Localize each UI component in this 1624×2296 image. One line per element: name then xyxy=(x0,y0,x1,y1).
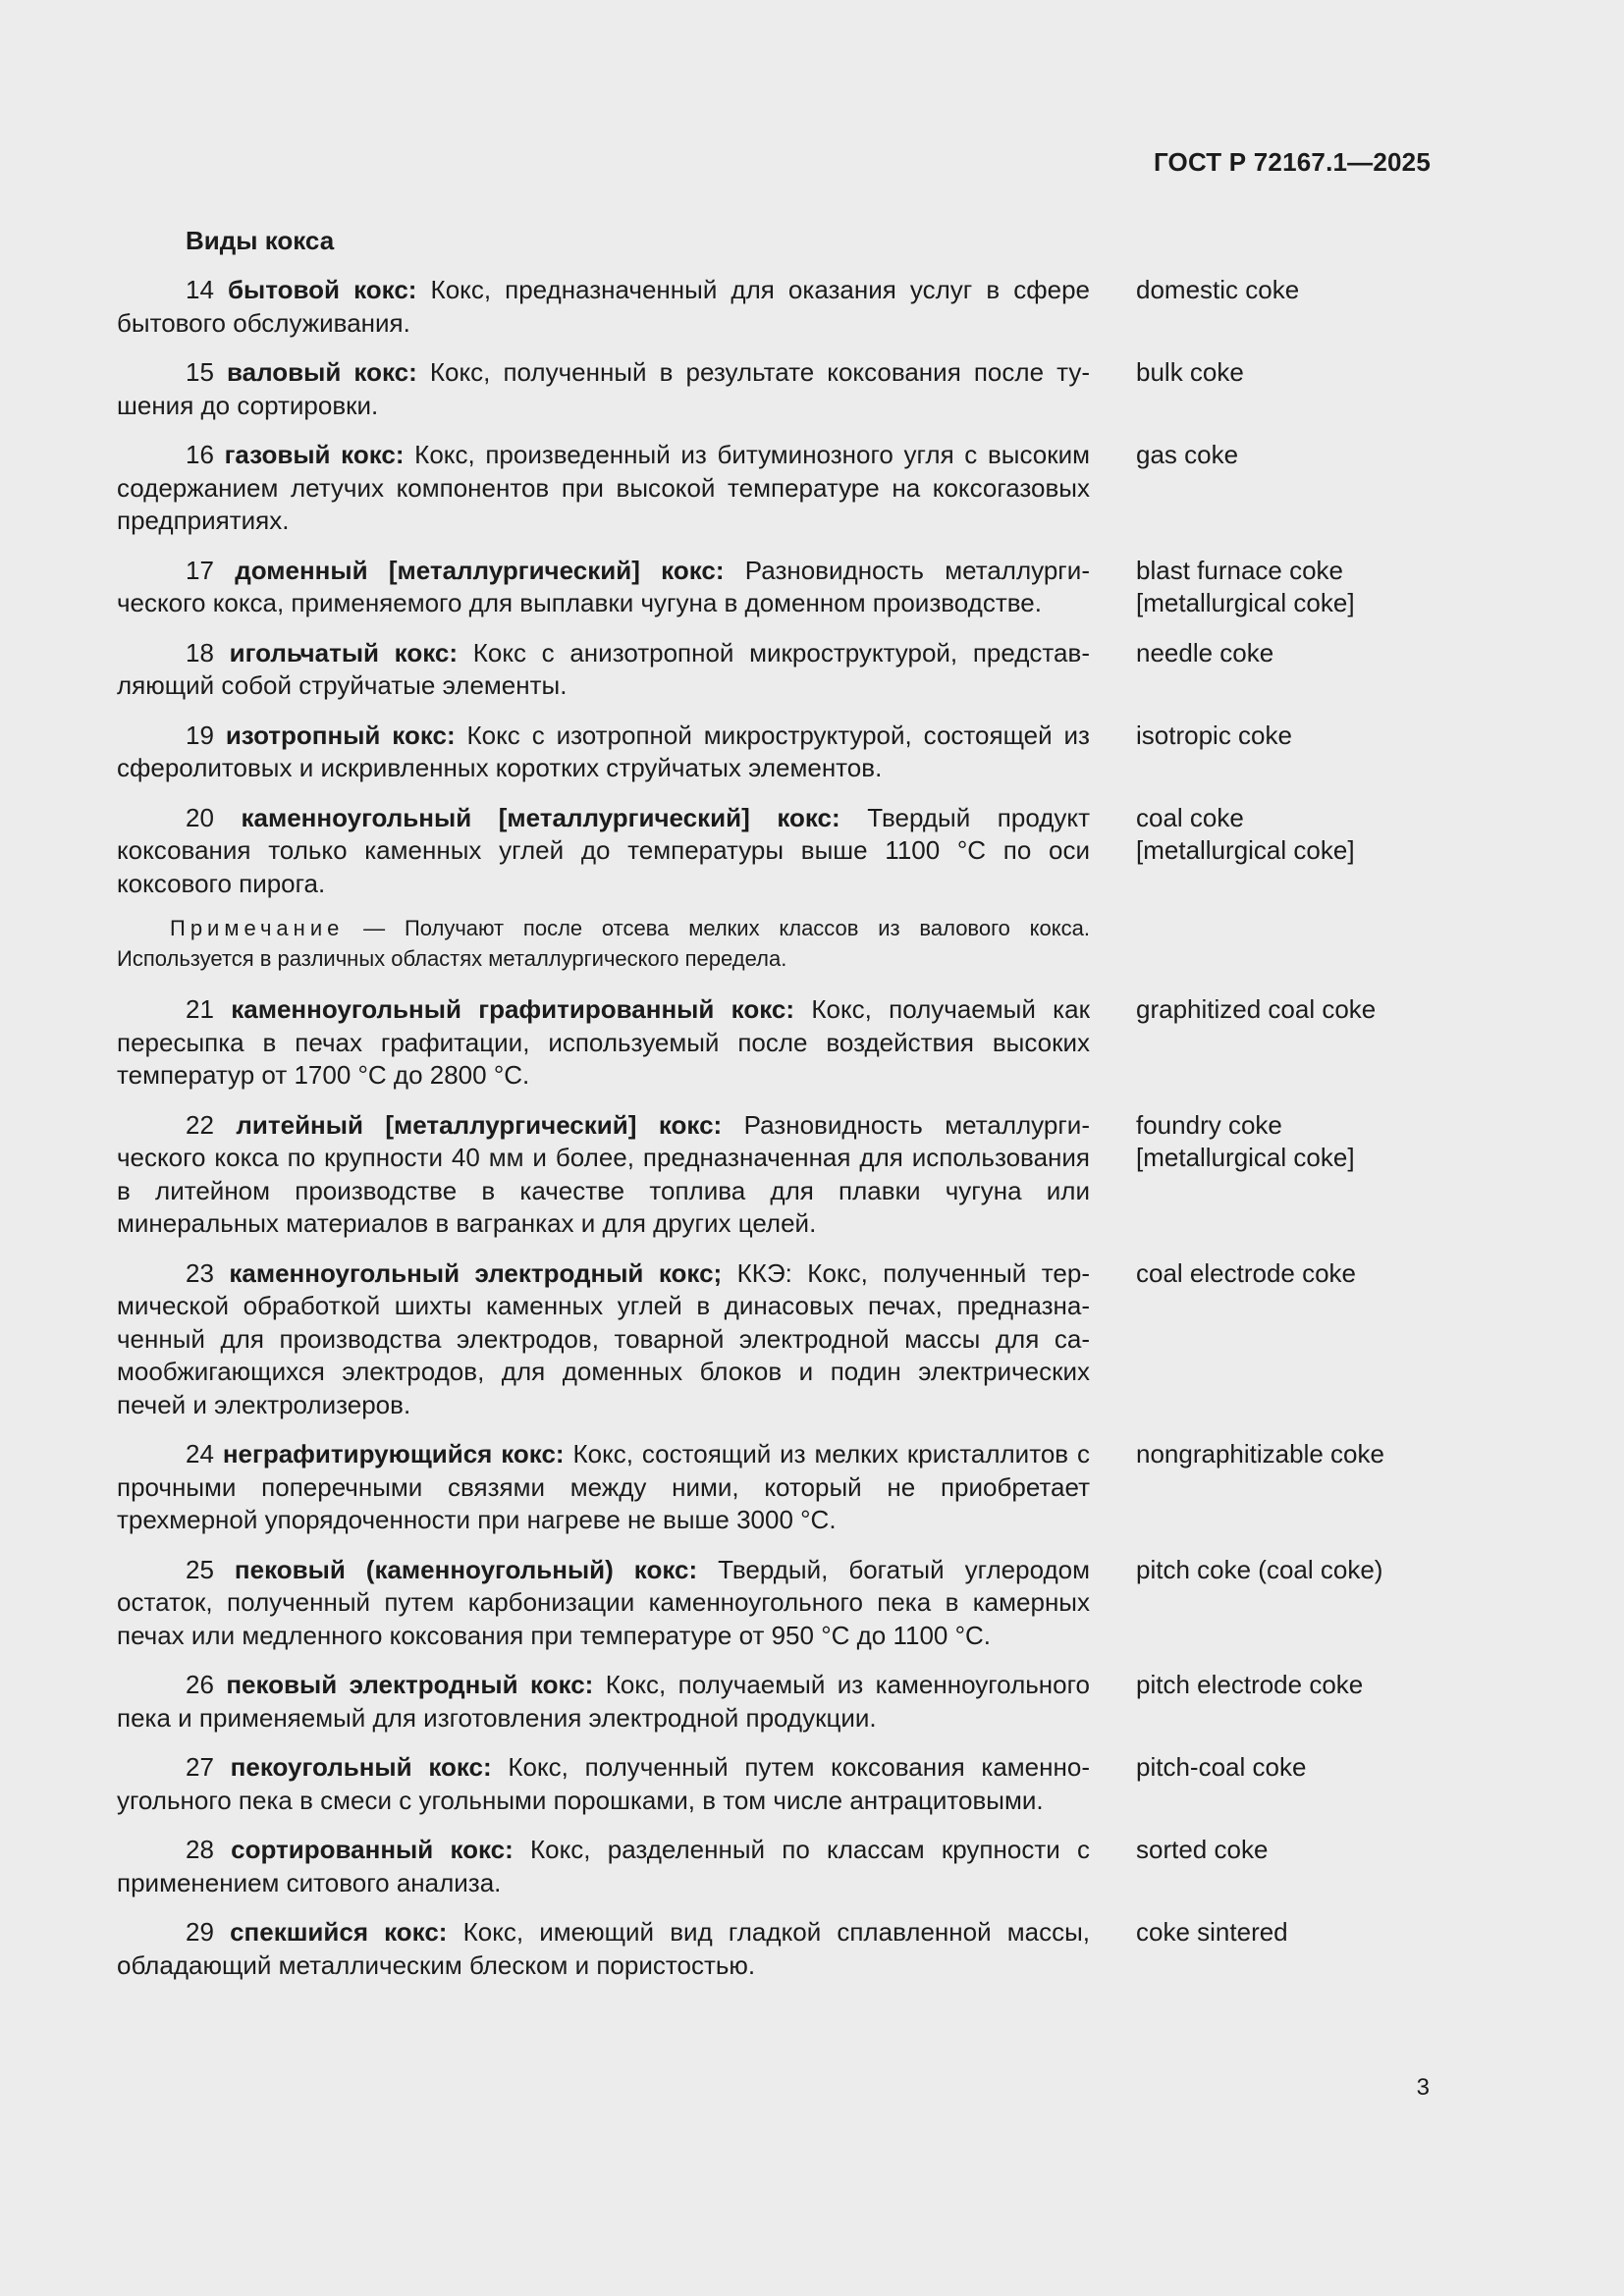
term-name: игольчатый кокс: xyxy=(229,637,459,667)
english-term-line: pitch-coal coke xyxy=(1136,1752,1307,1782)
term-number: 26 xyxy=(186,1670,214,1699)
term-definition xyxy=(117,1916,1090,1982)
term-definition xyxy=(117,993,1090,1093)
english-term-line: graphitized coal coke xyxy=(1136,994,1377,1024)
term-entry xyxy=(117,1916,1433,1982)
term-definition xyxy=(117,802,1090,901)
english-term-line: [metallurgical coke] xyxy=(1136,588,1355,617)
term-english-equivalent xyxy=(1136,1916,1431,1949)
term-english-equivalent xyxy=(1136,1257,1431,1291)
term-name: пекоугольный кокс: xyxy=(230,1752,492,1782)
english-term-line: bulk coke xyxy=(1136,357,1244,387)
term-number: 17 xyxy=(186,555,214,585)
term-english-equivalent xyxy=(1136,802,1431,868)
term-number: 18 xyxy=(186,637,214,667)
term-english-equivalent xyxy=(1136,720,1431,753)
term-name: литейный [металлургический] кокс: xyxy=(236,1109,723,1140)
term-number: 14 xyxy=(186,275,214,304)
term-definition-text: Кокс, получаемый из каменноугольного пека и применяемый для изготовления электродной продукции. xyxy=(117,1670,1090,1733)
term-entry xyxy=(117,439,1433,538)
term-definition xyxy=(117,1834,1090,1899)
term-definition xyxy=(117,439,1090,538)
english-term-line: coal electrode coke xyxy=(1136,1257,1357,1288)
term-definition-text: Кокс, разделенный по классам крупности с применением ситового анализа. xyxy=(117,1835,1090,1897)
term-number: 29 xyxy=(186,1917,214,1947)
term-entry xyxy=(117,637,1433,703)
term-name: изотропный кокс: xyxy=(225,720,456,750)
term-english-equivalent xyxy=(1136,555,1431,620)
term-number: 22 xyxy=(186,1109,214,1140)
term-entry xyxy=(117,1257,1433,1422)
term-entry xyxy=(117,274,1433,340)
term-name: спекшийся кокс: xyxy=(230,1917,448,1947)
term-definition-text: Кокс с изотропной микроструктурой, состоящей из сферолитовых и искривленных коротких струйчатых элементов. xyxy=(117,720,1090,782)
term-number: 25 xyxy=(186,1554,214,1584)
english-term-line: needle coke xyxy=(1136,637,1274,667)
term-definition-text: Твердый продукт коксования только каменных углей до температуры выше 1100 °C по оси коксового пирога. xyxy=(117,802,1090,898)
term-english-equivalent xyxy=(1136,439,1431,472)
term-entry xyxy=(117,1834,1433,1899)
term-number: 15 xyxy=(186,357,214,387)
term-english-equivalent xyxy=(1136,1669,1431,1702)
english-term-line: blast furnace coke xyxy=(1136,555,1344,585)
english-term-line: coal coke xyxy=(1136,802,1244,832)
note-text: Получают после отсева мелких классов из валового кокса. Используется в различных областях металлургического передела. xyxy=(117,916,1090,971)
english-term-line: coke sintered xyxy=(1136,1917,1288,1947)
term-english-equivalent xyxy=(1136,1109,1431,1175)
term-english-equivalent xyxy=(1136,1751,1431,1785)
term-definition xyxy=(117,1438,1090,1537)
term-entry xyxy=(117,1109,1433,1241)
term-entry xyxy=(117,802,1433,901)
term-definition-text: Разновидность металлургического кокса по крупности 40 мм и более, предназначенная для использования в литейном производстве в качестве топлива для плавки чугуна или минеральных материалов в вагранках и для других целей. xyxy=(117,1109,1091,1238)
english-term-line: sorted coke xyxy=(1136,1835,1269,1864)
term-definition xyxy=(117,1751,1090,1817)
term-english-equivalent xyxy=(1136,356,1431,390)
term-entry xyxy=(117,720,1433,785)
english-term-line: domestic coke xyxy=(1136,275,1300,304)
term-english-equivalent xyxy=(1136,1554,1431,1587)
term-definition-text: Кокс, имеющий вид гладкой сплавленной массы, обладающий металлическим блеском и пористостью. xyxy=(117,1917,1090,1980)
term-entry xyxy=(117,555,1433,620)
term-name: каменноугольный электродный кокс; xyxy=(229,1257,723,1288)
english-term-line: [metallurgical coke] xyxy=(1136,835,1355,865)
term-english-equivalent xyxy=(1136,1438,1431,1471)
term-entry xyxy=(117,356,1433,422)
term-entry xyxy=(117,1438,1433,1537)
note xyxy=(117,913,1090,974)
term-definition-text: Кокс, произведенный из битуминозного угля с высоким содержанием летучих компонентов при высокой температуре на коксогазовых предприятиях. xyxy=(117,440,1090,535)
term-number: 16 xyxy=(186,440,214,469)
term-english-equivalent xyxy=(1136,993,1431,1027)
term-definition-text: Кокс, получаемый как пересыпка в печах графитации, используемый после воздействия высоких температур от 1700 °C до 2800 °C. xyxy=(117,994,1090,1090)
term-definition-text: ККЭ: Кокс, полученный термической обработкой шихты каменных углей в динасовых печах, предназначенный для производства электродов, товарной электродной массы для самообжигающихся электродов, для доменных блоков и подин электрических печей и электролизеров. xyxy=(117,1257,1090,1419)
term-definition xyxy=(117,274,1090,340)
english-term-line: pitch electrode coke xyxy=(1136,1670,1364,1699)
term-name: сортированный кокс: xyxy=(231,1835,514,1864)
english-term-line: isotropic coke xyxy=(1136,720,1292,750)
term-english-equivalent xyxy=(1136,637,1431,670)
term-definition-text: Кокс, состоящий из мелких кристаллитов с прочными поперечными связями между ними, который не приобретает трехмерной упорядоченности при нагреве не выше 3000 °C. xyxy=(117,1439,1090,1534)
term-number: 19 xyxy=(186,720,214,750)
term-english-equivalent xyxy=(1136,1834,1431,1867)
term-definition xyxy=(117,1109,1090,1241)
term-entry xyxy=(117,1751,1433,1817)
term-number: 27 xyxy=(186,1752,214,1782)
term-definition-text: Твердый, богатый углеродом остаток, полученный путем карбонизации каменноугольного пека в камерных печах или медленного коксования при температуре от 950 °C до 1100 °C. xyxy=(117,1554,1090,1650)
term-name: пековый (каменноугольный) кокс: xyxy=(234,1554,698,1584)
page-number: 3 xyxy=(1416,2074,1430,2101)
note-dash: — xyxy=(363,916,386,940)
term-entry xyxy=(117,1554,1433,1653)
term-name: неграфитирующийся кокс: xyxy=(222,1439,565,1468)
term-definition-text: Кокс с анизотропной микроструктурой, представляющий собой струйчатые элементы. xyxy=(117,637,1090,700)
term-definition-text: Кокс, полученный в результате коксования после тушения до сортировки. xyxy=(117,357,1090,420)
term-entry xyxy=(117,993,1433,1093)
term-entry xyxy=(117,1669,1433,1735)
english-term-line: gas coke xyxy=(1136,440,1239,469)
term-name: газовый кокс: xyxy=(224,440,405,469)
term-definition-text: Кокс, полученный путем коксования каменноугольного пека в смеси с угольными порошками, в том числе антрацитовыми. xyxy=(117,1752,1090,1815)
note-label: Примечание xyxy=(170,916,345,940)
english-term-line: foundry coke xyxy=(1136,1109,1282,1140)
term-definition-text: Разновидность металлургического кокса, применяемого для выплавки чугуна в доменном производстве. xyxy=(117,555,1090,617)
term-definition xyxy=(117,1669,1090,1735)
term-english-equivalent xyxy=(1136,274,1431,307)
term-name: каменноугольный графитированный кокс: xyxy=(231,994,795,1024)
term-definition xyxy=(117,1257,1090,1422)
term-definition xyxy=(117,555,1090,620)
terms-list xyxy=(117,274,1433,1999)
term-number: 20 xyxy=(186,802,214,832)
english-term-line: [metallurgical coke] xyxy=(1136,1143,1355,1172)
document-code: ГОСТ Р 72167.1—2025 xyxy=(1153,147,1431,177)
term-number: 21 xyxy=(186,994,214,1024)
term-definition xyxy=(117,1554,1090,1653)
term-number: 23 xyxy=(186,1257,214,1288)
english-term-line: nongraphitizable coke xyxy=(1136,1439,1384,1468)
term-name: бытовой кокс: xyxy=(228,275,417,304)
term-definition xyxy=(117,356,1090,422)
term-name: доменный [металлургический] кокс: xyxy=(235,555,725,585)
term-name: пековый электродный кокс: xyxy=(226,1670,594,1699)
term-name: каменноугольный [металлургический] кокс: xyxy=(241,802,840,832)
term-definition xyxy=(117,637,1090,703)
term-name: валовый кокс: xyxy=(227,357,417,387)
term-number: 28 xyxy=(186,1835,214,1864)
term-number: 24 xyxy=(186,1439,214,1468)
term-definition xyxy=(117,720,1090,785)
term-definition-text: Кокс, предназначенный для оказания услуг в сфере бытового обслуживания. xyxy=(117,275,1090,338)
english-term-line: pitch coke (coal coke) xyxy=(1136,1554,1383,1584)
section-heading: Виды кокса xyxy=(186,226,335,255)
